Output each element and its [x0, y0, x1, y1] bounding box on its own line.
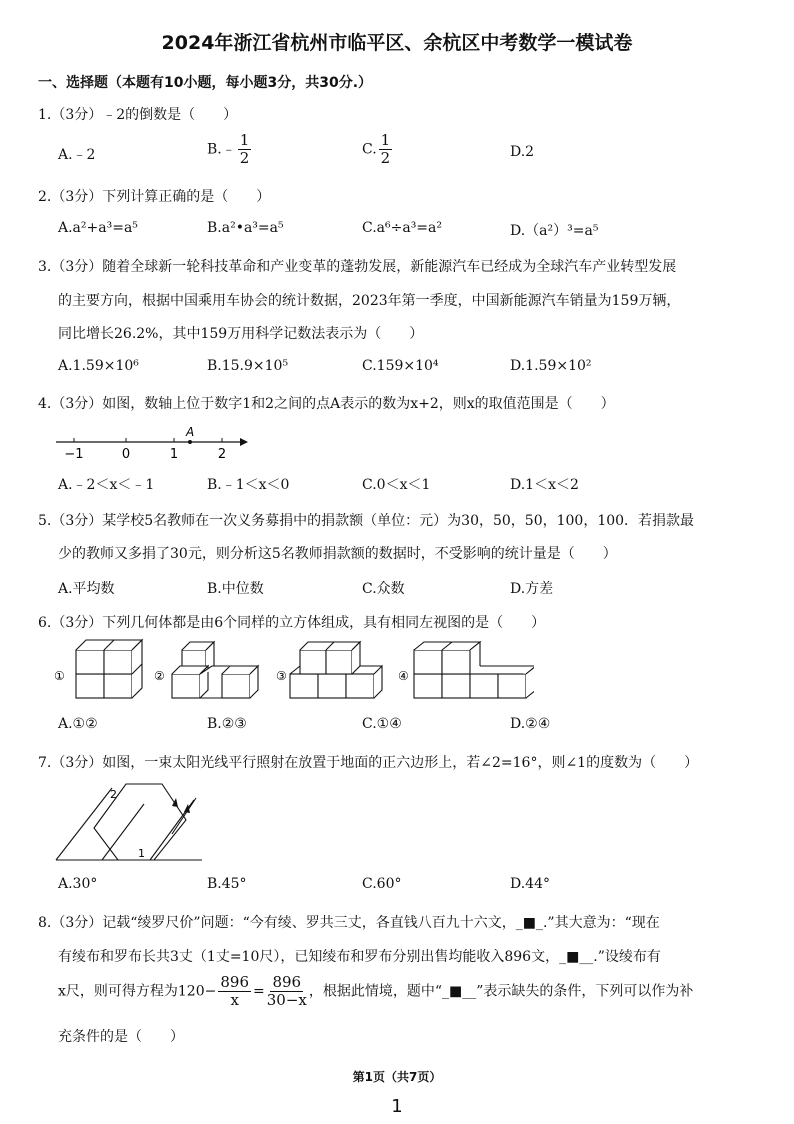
- q1-option-a: A.﹣2: [58, 147, 96, 163]
- q6-option-c: C.①④: [362, 716, 402, 732]
- section-heading: 一、选择题（本题有10小题，每小题3分，共30分.）: [38, 75, 373, 91]
- point-label: A: [186, 425, 195, 439]
- q3-option-a: A.1.59×10⁶: [58, 358, 139, 374]
- cube-figure-2: [172, 642, 258, 698]
- q5-option-d: D.方差: [510, 581, 554, 597]
- q6-option-b: B.②③: [207, 716, 247, 732]
- point-a: [188, 440, 192, 444]
- q3-option-d: D.1.59×10²: [510, 358, 592, 374]
- q4-option-d: D.1＜x＜2: [510, 477, 579, 493]
- q4-option-b: B.﹣1＜x＜0: [207, 477, 290, 493]
- question-5-line-1: 5.（3分）某学校5名教师在一次义务募捐中的捐款额（单位：元）为30，50，50，100，100．若捐款最: [38, 513, 695, 529]
- q1-option-d: D.2: [510, 144, 535, 160]
- cube-figure-4: [414, 642, 534, 698]
- cube-figure-3: [290, 642, 382, 698]
- fraction: $\frac{1}{2}$: [380, 131, 391, 167]
- fraction: $\frac{896}{30-x}$: [266, 973, 307, 1009]
- figure-label: ②: [154, 669, 165, 683]
- arrow-icon: [172, 798, 178, 807]
- q4-option-a: A.﹣2＜x＜﹣1: [58, 477, 155, 493]
- question-3-line-3: 同比增长26.2%，其中159万用科学记数法表示为（ ）: [58, 326, 424, 342]
- cube-figure-1: [76, 640, 142, 698]
- q2-option-c: C.a⁶÷a³=a²: [362, 220, 443, 236]
- q2-option-b: B.a²•a³=a⁵: [207, 220, 284, 236]
- q5-option-c: C.众数: [362, 581, 405, 597]
- q6-option-a: A.①②: [58, 716, 98, 732]
- q7-option-b: B.45°: [207, 876, 247, 892]
- q4-option-c: C.0＜x＜1: [362, 477, 431, 493]
- figure-label: ①: [54, 669, 65, 683]
- q7-option-a: A.30°: [58, 876, 98, 892]
- fraction: $\frac{896}{x}$: [220, 973, 249, 1009]
- figure-label: ④: [398, 669, 409, 683]
- question-7-stem: 7.（3分）如图，一束太阳光线平行照射在放置于地面的正六边形上，若∠2=16°，则∠1的度数为（ ）: [38, 755, 699, 771]
- question-1-stem: 1.（3分）﹣2的倒数是（ ）: [38, 107, 238, 123]
- angle-1-label: 1: [138, 847, 145, 860]
- tick-label: 0: [121, 447, 131, 462]
- question-5-line-2: 少的教师又多捐了30元，则分析这5名教师捐款额的数据时，不受影响的统计量是（ ）: [58, 546, 617, 562]
- question-3-line-1: 3.（3分）随着全球新一轮科技革命和产业变革的蓬勃发展，新能源汽车已经成为全球汽车产业转型发展: [38, 259, 677, 275]
- arrow-head-icon: [240, 438, 248, 446]
- question-8-line-4: 充条件的是（ ）: [58, 1029, 184, 1045]
- q2-option-a: A.a²+a³=a⁵: [58, 220, 138, 236]
- question-3-line-2: 的主要方向，根据中国乘用车协会的统计数据，2023年第一季度，中国新能源汽车销量为159万辆，: [58, 293, 681, 309]
- q3-option-b: B.15.9×10⁵: [207, 358, 289, 374]
- page-number: 1: [391, 1096, 403, 1117]
- q7-option-c: C.60°: [362, 876, 402, 892]
- question-2-stem: 2.（3分）下列计算正确的是（ ）: [38, 189, 271, 205]
- tick-label: 1: [169, 447, 179, 462]
- q1-option-b: B.﹣ $\frac{1}{2}$: [207, 131, 250, 167]
- fraction: $\frac{1}{2}$: [239, 131, 250, 167]
- number-line-figure: [54, 420, 254, 462]
- question-8-line-1: 8.（3分）记载“绫罗尺价”问题：“今有绫、罗共三丈，各直钱八百九十六文，_■_.”其大意为：“现在: [38, 915, 660, 931]
- hexagon-figure: [54, 776, 214, 864]
- page-footer: 第1页（共7页）: [352, 1070, 442, 1084]
- question-4-stem: 4.（3分）如图，数轴上位于数字1和2之间的点A表示的数为x+2，则x的取值范围是（ ）: [38, 396, 615, 412]
- q2-option-d: D.（a²）³=a⁵: [510, 223, 599, 239]
- q5-option-b: B.中位数: [207, 581, 264, 597]
- question-6-stem: 6.（3分）下列几何体都是由6个同样的立方体组成，具有相同左视图的是（ ）: [38, 615, 546, 631]
- question-8-line-2: 有绫布和罗布长共3丈（1丈=10尺），已知绫布和罗布分别出售均能收入896文，_■__.”设绫布有: [58, 949, 661, 965]
- q5-option-a: A.平均数: [58, 581, 115, 597]
- angle-2-label: 2: [110, 788, 117, 801]
- page-title: 2024年浙江省杭州市临平区、余杭区中考数学一模试卷: [161, 32, 633, 54]
- figure-label: ③: [276, 669, 287, 683]
- cube-figures: [54, 634, 534, 702]
- q6-option-d: D.②④: [510, 716, 551, 732]
- q3-option-c: C.159×10⁴: [362, 358, 439, 374]
- q7-option-d: D.44°: [510, 876, 550, 892]
- tick-label: −1: [64, 447, 84, 462]
- q1-option-c: C. $\frac{1}{2}$: [362, 131, 391, 167]
- tick-label: 2: [217, 447, 227, 462]
- question-8-line-3: x尺，则可得方程为120− $\frac{896}{x}$ = $\frac{896}{30-x}$ ，根据此情境，题中“_■__”表示缺失的条件，下列可以作为补: [58, 973, 694, 1009]
